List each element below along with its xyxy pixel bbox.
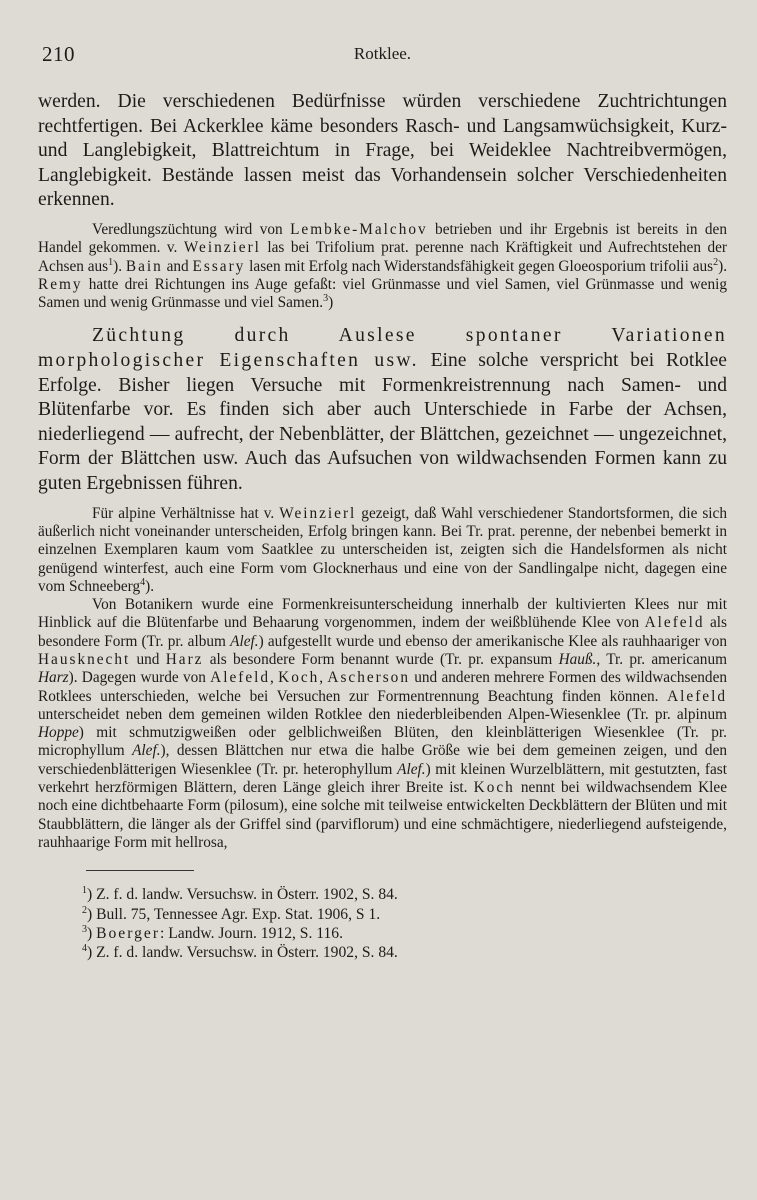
footnote-mark: 1: [82, 885, 87, 897]
author-name: Weinzierl: [183, 239, 261, 257]
text-run: nennt bei wildwachsendem Klee noch eine dichtbehaarte Form (pilosum), eine solche mit teilweise entwickelten Deckblättern der Blüten und mit Staubblättern, die länger als der Griffel sind (parviflorum) und eine schmächtigere, niederliegend aufsteigende, rauhhaarige Form mit hellrosa,: [38, 779, 728, 851]
footnote-ref: 2: [713, 256, 719, 268]
text-run: lasen mit Erfolg nach Widerstandsfähigkeit gegen Gloeosporium trifolii aus: [245, 257, 714, 275]
text-run: als besondere Form (Tr. pr. album: [38, 614, 727, 650]
text-run: Eine solche verspricht bei Rotklee Erfolge. Bisher liegen Versuche mit Formenkreistrennung nach Samen- und Blütenfarbe vor. Es finden sich aber auch Unterschiede in Farbe der Achsen, niederliegend — aufrecht, der Nebenblätter, der Blättchen, gezeichnet — ungezeichnet, Form der Blättchen usw. Auch das Aufsuchen von wildwachsenden Formen kann zu guten Ergebnissen führen.: [38, 350, 727, 495]
author-abbrev: Alef.: [230, 632, 259, 650]
paragraph-auslese: [38, 324, 727, 496]
author-name: Hausknecht: [38, 650, 131, 668]
footnote-3: $^3$) Boerger: Landw. Journ. 1912, S. 116.: [82, 924, 343, 943]
text-run: ), dessen Blättchen nur etwa die halbe Größe wie bei dem gemeinen zeigen, und den verschiedenblätterigen Wiesenklee (Tr. pr. heterophyllum: [38, 742, 728, 778]
text-run: ).: [718, 257, 728, 275]
footnote-mark: 2: [82, 904, 87, 916]
text-run: ) mit kleinen Wurzelblättern, mit gestutzten, fast verkehrt herzförmigen Blättern, deren Länge gleich ihrer Breite ist.: [38, 760, 727, 797]
footnote-ref: 1: [108, 256, 114, 268]
page-number: 210: [42, 42, 75, 66]
footnote-4: [82, 943, 727, 962]
text-run: hatte drei Richtungen ins Auge gefaßt: viel Grünmasse und viel Samen, viel Grünmasse und wenig Samen und wenig Grünmasse und viel Samen.: [38, 275, 727, 312]
text-run: als besondere Form benannt wurde (Tr. pr. expansum: [203, 650, 559, 668]
author-abbrev: Alef.: [132, 742, 161, 760]
text-run: ).: [113, 257, 126, 275]
footnote-text: ) Z. f. d. landw. Versuchsw. in Österr. 1902, S. 84.: [87, 944, 398, 962]
author-name: Koch: [473, 779, 515, 797]
author-name: Koch: [278, 669, 320, 687]
text-run: gezeigt, daß Wahl verschiedener Standortsformen, die sich äußerlich nicht voneinander unterscheiden, Erfolg bringen kann. Bei Tr. prat. perenne, der nebenbei bemerkt in einzelnen Exemplaren kaum vom Saatklee zu unterscheiden ist, zeigten sich die Handelsformen als nicht genügend winterfest, auch eine Form vom Glocknerhaus und eine von der Sandlingalpe nicht, dagegen eine vom Schneeberg: [38, 504, 727, 595]
footnote-ref: 4: [140, 576, 146, 588]
paragraph-intro: werden. Die verschiedenen Bedürfnisse würden verschiedene Zuchtrichtungen rechtfertigen. Bei Ackerklee käme besonders Rasch- und Langsamwüchsigkeit, Kurz- und Langlebigkeit, Blattreichtum in Frage, bei Weideklee Nachtreibvermögen, Langlebigkeit. Bestände lassen meist das Vorhandensein solcher Verschiedenheiten erkennen.: [38, 91, 727, 211]
author-name: Weinzierl: [279, 504, 357, 522]
text-run: betrieben und ihr Ergebnis ist bereits in den Handel gekommen. v.: [38, 220, 727, 257]
footnote-ref: 3: [323, 293, 329, 305]
author-name: Lembke-Malchov: [290, 220, 428, 238]
text-run: Veredlungszüchtung wird von: [92, 220, 291, 238]
paragraph-botaniker: [38, 596, 727, 852]
paragraph-veredlung: [38, 221, 727, 312]
footnote-text: ) Z. f. d. landw. Versuchsw. in Österr. 1902, S. 84.: [87, 886, 398, 904]
author-name: Remy: [38, 275, 83, 293]
author-abbrev: Hauß.: [558, 650, 597, 668]
author-name: Bain: [125, 257, 163, 275]
author-name: Essary: [192, 257, 246, 275]
text-run: , Tr. pr. americanum: [596, 650, 727, 668]
footnote-text: : Landw. Journ. 1912, S. 116.: [160, 925, 343, 943]
text-run: and: [162, 257, 193, 275]
footnotes: [82, 885, 727, 963]
author-name: Alefeld: [210, 669, 271, 687]
text-run: ): [328, 294, 334, 312]
paragraph-alpine: [38, 505, 727, 596]
text-run: ). Dagegen wurde von: [68, 669, 211, 687]
author-abbrev: Alef.: [397, 760, 426, 778]
footnote-mark: 3: [82, 924, 87, 936]
footnote-text: ) Bull. 75, Tennessee Agr. Exp. Stat. 1906, S 1.: [87, 905, 381, 923]
text-run: und: [130, 650, 166, 668]
author-name: Boerger: [96, 925, 161, 943]
text-run: ,: [319, 669, 328, 687]
text-run: las bei Trifolium prat. perenne nach Kräftigkeit und Aufrechtstehen der Achsen aus: [38, 239, 727, 275]
text-run: und anderen mehrere Formen des wildwachsenden Rotklees unterschieden, welche bei Versuchen zur Formentrennung Beachtung finden können.: [38, 669, 728, 705]
section-heading: Züchtung durch Auslese spontaner Variationen morphologischer Eigenschaften usw.: [38, 325, 727, 372]
text-run: ,: [270, 669, 279, 687]
text-run: ) mit schmutzigweißen oder gelblichweißen Blüten, den kleinblätterigen Wiesenklee (Tr. pr. microphyllum: [38, 724, 727, 760]
author-abbrev: Harz: [38, 669, 69, 687]
running-title: Rotklee.: [353, 44, 412, 63]
page-header: [38, 38, 727, 74]
author-name: Harz: [165, 650, 204, 668]
text-run: ).: [145, 577, 155, 595]
footnote-divider: [86, 870, 194, 871]
text-run: Von Botanikern wurde eine Formenkreisunterscheidung innerhalb der kultivierten Klees nur mit Hinblick auf die Blütenfarbe und Behaarung vorgenommen, indem der weißblühende Klee von: [38, 596, 727, 632]
footnote-2: [82, 905, 727, 924]
author-name: Alefeld: [667, 687, 727, 705]
text-run: ) aufgestellt wurde und ebenso der amerikanische Klee als rauhhaariger von: [258, 632, 727, 650]
footnote-mark: 4: [82, 943, 87, 955]
text-run: unterscheidet neben dem gemeinen wilden Rotklee den niederbleibenden Alpen-Wiesenklee (Tr. pr. alpinum: [38, 705, 727, 723]
author-abbrev: Hoppe: [38, 724, 79, 742]
text-run: Für alpine Verhältnisse hat v.: [92, 504, 280, 522]
author-name: Ascherson: [327, 669, 410, 687]
author-name: Alefeld: [644, 614, 705, 632]
footnote-1: [82, 885, 727, 904]
